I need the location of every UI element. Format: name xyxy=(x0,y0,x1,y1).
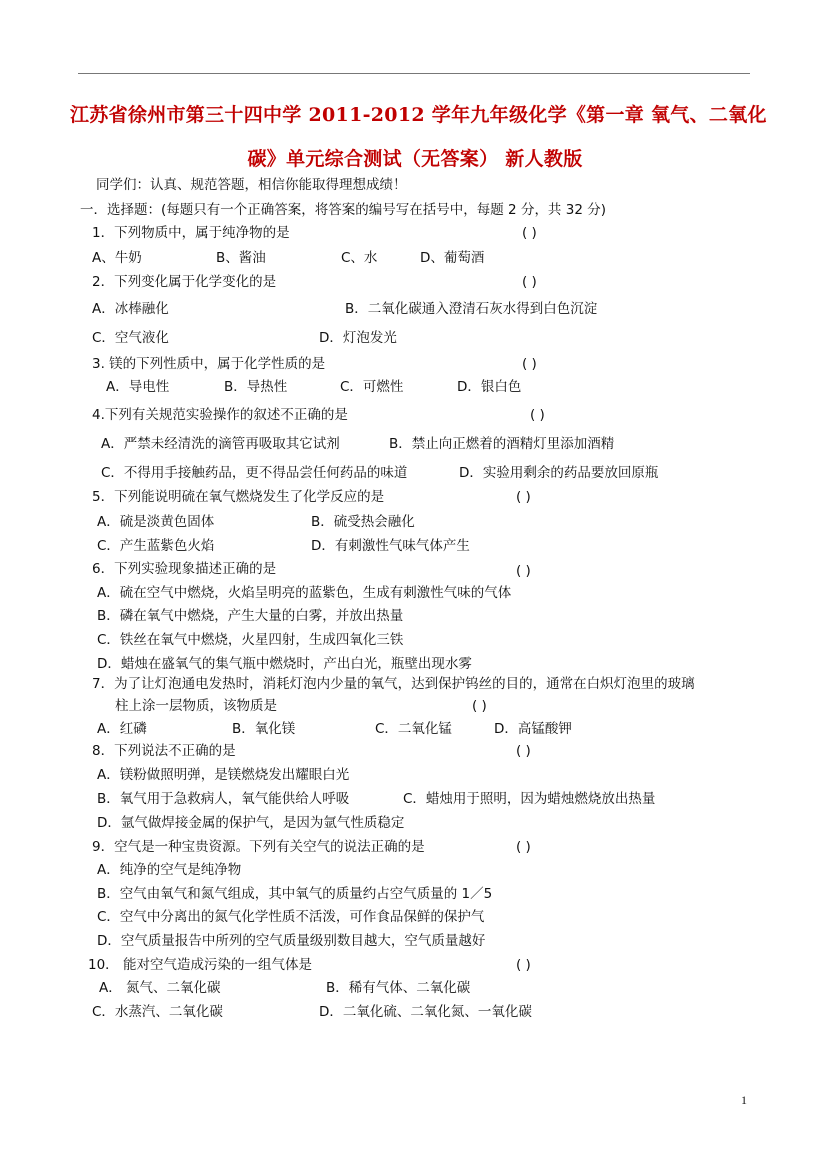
question-9-option-c: C．空气中分离出的氮气化学性质不活泼，可作食品保鲜的保护气 xyxy=(97,909,485,925)
question-8-option-a: A．镁粉做照明弹，是镁燃烧发出耀眼白光 xyxy=(97,767,350,783)
question-10-option-d: D．二氧化硫、二氧化氮、一氧化碳 xyxy=(319,1004,532,1020)
question-7-answer-bracket: ( ) xyxy=(472,698,487,714)
question-6-option-a: A．硫在空气中燃烧，火焰呈明亮的蓝紫色，生成有刺激性气味的气体 xyxy=(97,585,512,601)
question-2-option-a: A．冰棒融化 xyxy=(92,301,169,317)
question-9-option-a: A．纯净的空气是纯净物 xyxy=(97,862,242,878)
question-10-option-a: A． 氮气、二氧化碳 xyxy=(99,980,221,996)
question-5-option-b: B．硫受热会融化 xyxy=(311,514,415,530)
question-7-option-a: A．红磷 xyxy=(97,721,147,737)
question-6-option-d: D．蜡烛在盛氧气的集气瓶中燃烧时，产出白光，瓶壁出现水雾 xyxy=(97,656,472,672)
question-8-option-c: C．蜡烛用于照明，因为蜡烛燃烧放出热量 xyxy=(403,791,656,807)
question-7-stem-continued: 柱上涂一层物质，该物质是 xyxy=(115,698,277,714)
question-10-answer-bracket: ( ) xyxy=(516,957,531,973)
question-7-option-c: C．二氧化锰 xyxy=(375,721,452,737)
question-8-stem: 8．下列说法不正确的是 xyxy=(92,743,236,759)
question-3-option-a: A．导电性 xyxy=(106,379,170,395)
question-1-option-d: D、葡萄酒 xyxy=(420,250,485,266)
question-2-option-d: D．灯泡发光 xyxy=(319,330,397,346)
question-4-answer-bracket: ( ) xyxy=(530,407,545,423)
question-4-option-a: A．严禁未经清洗的滴管再吸取其它试剂 xyxy=(101,436,340,452)
question-3-option-c: C．可燃性 xyxy=(340,379,404,395)
question-5-option-a: A．硫是淡黄色固体 xyxy=(97,514,215,530)
question-9-answer-bracket: ( ) xyxy=(516,839,531,855)
header-rule xyxy=(78,73,750,74)
section-heading: 一．选择题：(每题只有一个正确答案，将答案的编号写在括号中，每题 2 分，共 32 分) xyxy=(80,202,606,218)
question-6-answer-bracket: ( ) xyxy=(516,563,531,579)
question-1-answer-bracket: ( ) xyxy=(522,225,537,241)
question-6-option-b: B．磷在氧气中燃烧，产生大量的白雾，并放出热量 xyxy=(97,608,404,624)
question-4-option-c: C．不得用手接触药品，更不得品尝任何药品的味道 xyxy=(101,465,408,481)
question-9-option-d: D．空气质量报告中所列的空气质量级别数目越大，空气质量越好 xyxy=(97,933,486,949)
question-5-option-c: C．产生蓝紫色火焰 xyxy=(97,538,215,554)
question-7-option-b: B．氧化镁 xyxy=(232,721,296,737)
question-6-option-c: C．铁丝在氧气中燃烧，火星四射，生成四氧化三铁 xyxy=(97,632,404,648)
question-3-option-d: D．银白色 xyxy=(457,379,522,395)
question-2-option-b: B．二氧化碳通入澄清石灰水得到白色沉淀 xyxy=(345,301,598,317)
greeting: 同学们：认真、规范答题，相信你能取得理想成绩！ xyxy=(96,177,407,193)
question-7-stem: 7．为了让灯泡通电发热时，消耗灯泡内少量的氧气，达到保护钨丝的目的，通常在白炽灯泡里的玻璃 xyxy=(92,676,695,692)
question-1-stem: 1．下列物质中，属于纯净物的是 xyxy=(92,225,290,241)
question-6-stem: 6．下列实验现象描述正确的是 xyxy=(92,561,277,577)
question-2-stem: 2．下列变化属于化学变化的是 xyxy=(92,274,277,290)
question-1-option-a: A、牛奶 xyxy=(92,250,142,266)
question-4-option-d: D．实验用剩余的药品要放回原瓶 xyxy=(459,465,659,481)
question-9-stem: 9．空气是一种宝贵资源。下列有关空气的说法正确的是 xyxy=(92,839,425,855)
question-2-option-c: C．空气液化 xyxy=(92,330,169,346)
question-10-stem: 10． 能对空气造成污染的一组气体是 xyxy=(88,957,312,973)
question-10-option-b: B．稀有气体、二氧化碳 xyxy=(326,980,471,996)
question-2-answer-bracket: ( ) xyxy=(522,274,537,290)
question-4-stem: 4.下列有关规范实验操作的叙述不正确的是 xyxy=(92,407,348,423)
question-5-stem: 5．下列能说明硫在氧气燃烧发生了化学反应的是 xyxy=(92,489,385,505)
document-title-line1: 江苏省徐州市第三十四中学 2011-2012 学年九年级化学《第一章 氧气、二氧化 xyxy=(70,104,767,126)
question-3-option-b: B．导热性 xyxy=(224,379,288,395)
question-1-option-c: C、水 xyxy=(341,250,378,266)
question-4-option-b: B．禁止向正燃着的酒精灯里添加酒精 xyxy=(389,436,615,452)
question-1-option-b: B、酱油 xyxy=(216,250,266,266)
question-8-option-d: D．氩气做焊接金属的保护气，是因为氩气性质稳定 xyxy=(97,815,405,831)
question-8-answer-bracket: ( ) xyxy=(516,743,531,759)
document-title-line2: 碳》单元综合测试（无答案） 新人教版 xyxy=(247,148,583,170)
question-9-option-b: B．空气由氧气和氮气组成，其中氧气的质量约占空气质量的 1／5 xyxy=(97,886,493,902)
question-3-stem: 3. 镁的下列性质中，属于化学性质的是 xyxy=(92,356,326,372)
question-10-option-c: C．水蒸汽、二氧化碳 xyxy=(92,1004,223,1020)
question-7-option-d: D．高锰酸钾 xyxy=(494,721,572,737)
question-3-answer-bracket: ( ) xyxy=(522,356,537,372)
question-5-answer-bracket: ( ) xyxy=(516,489,531,505)
page-number: 1 xyxy=(741,1093,747,1107)
question-5-option-d: D．有刺激性气味气体产生 xyxy=(311,538,470,554)
question-8-option-b: B．氧气用于急救病人，氧气能供给人呼吸 xyxy=(97,791,350,807)
